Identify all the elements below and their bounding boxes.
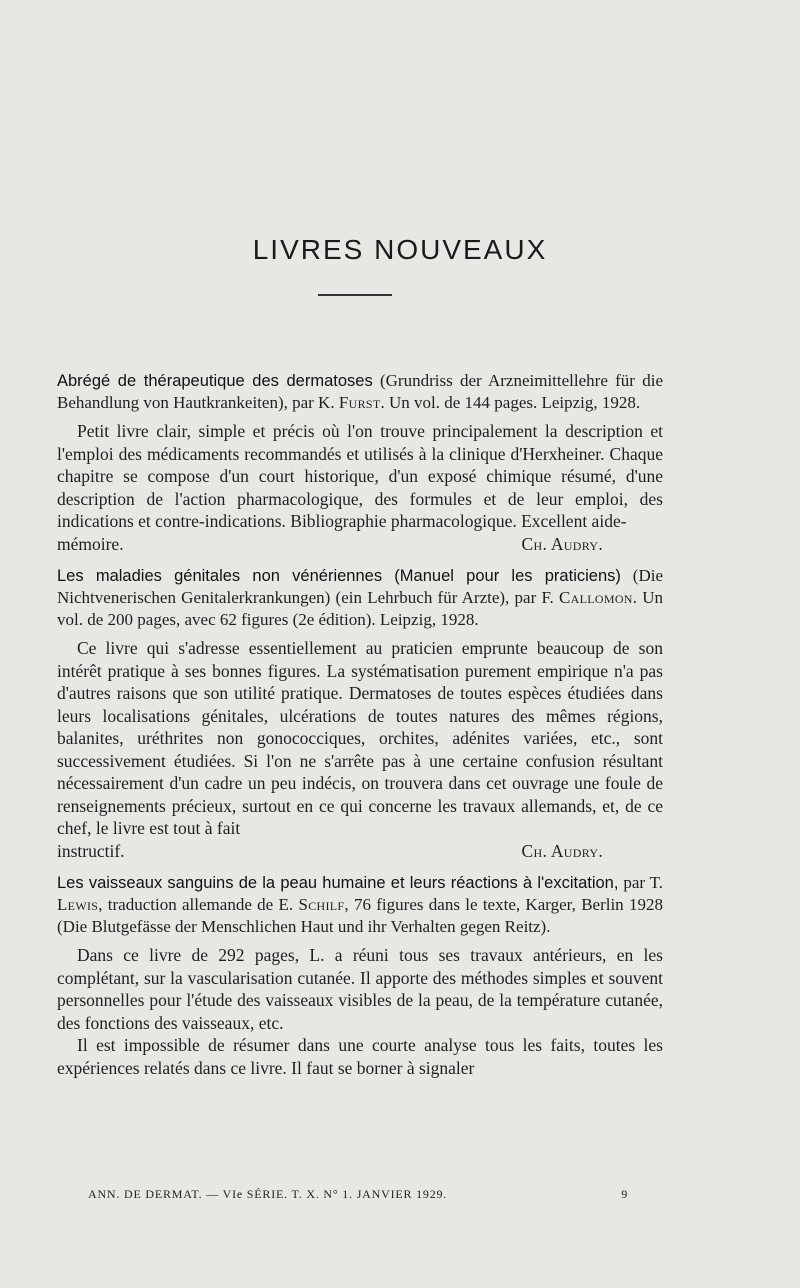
title-rule [318, 294, 392, 296]
review-entry [57, 872, 663, 1079]
review-signature: Ch. Audry. [521, 840, 603, 861]
review-body [57, 637, 663, 840]
book-translator: Schilf [298, 895, 345, 914]
review-body [57, 944, 663, 1034]
book-details: (Die Nichtvenerischen Genitalerkrankungen) (ein Lehrbuch für Arzte), par F. [57, 566, 663, 607]
book-author: Callomon [559, 588, 633, 607]
review-body [57, 1034, 663, 1079]
book-author: Lewis [57, 895, 99, 914]
page-footer [88, 1187, 628, 1202]
review-text: Il est impossible de résumer dans une courte analyse tous les faits, toutes les expériences relatés dans ce livre. Il faut se borner à signaler [57, 1035, 663, 1078]
book-details: par T. [618, 873, 663, 892]
book-title: Abrégé de thérapeutique des dermatoses [57, 372, 373, 390]
book-details: (Grundriss der Arzneimittellehre für die Behandlung von Hautkrankeiten), par K. [57, 371, 664, 412]
book-details-tail: . Un vol. de 200 pages, avec 62 figures (2e édition). Leipzig, 1928. [57, 588, 663, 629]
book-title: Les vaisseaux sanguins de la peau humaine et leurs réactions à l'excitation, [57, 874, 619, 892]
book-details-tail: , 76 figures dans le texte, Karger, Berlin 1928 (Die Blutgefässe der Menschlichen Haut und ihr Verhalten gegen Reitz). [57, 895, 663, 936]
review-text-end: instructif. [57, 840, 125, 861]
book-details-mid: , traduction allemande de E. [98, 895, 299, 914]
review-heading [57, 565, 663, 631]
review-text: Petit livre clair, simple et précis où l'on trouve principalement la description et l'emploi des médicaments recommandés et utilisés à la clinique d'Herxheiner. Chaque chapitre se compose d'un court historique, d'un exposé chimique résumé, d'une description de l'action pharmacologique, des formules et de leur emploi, des indications et contre-indications. Bibliographie pharmacologique. Excellent aide- [57, 421, 663, 531]
page-number: 9 [621, 1187, 628, 1201]
review-text: Dans ce livre de 292 pages, L. a réuni tous ses travaux antérieurs, en les complétant, sur la vascularisation cutanée. Il apporte des méthodes simples et souvent personnelles pour l'étude des vaisseaux visibles de la peau, de la température cutanée, des fonctions des vaisseaux, etc. [57, 945, 663, 1033]
review-signature-line [57, 533, 663, 556]
review-heading [57, 370, 663, 414]
review-text-end: mémoire. [57, 533, 124, 554]
review-heading [57, 872, 663, 938]
journal-citation: ANN. DE DERMAT. — VIe SÉRIE. T. X. N° 1. JANVIER 1929. [88, 1187, 448, 1201]
book-author: Furst [338, 393, 381, 412]
page-title: LIVRES NOUVEAUX [252, 234, 548, 265]
book-details-tail: . Un vol. de 144 pages. Leipzig, 1928. [380, 393, 641, 412]
review-text: Ce livre qui s'adresse essentiellement au praticien emprunte beaucoup de son intérêt pratique à ses bonnes figures. La systématisation purement empirique n'a pas d'autres raisons que son utilité pratique. Dermatoses de toutes espèces étudiées dans leurs localisations génitales, ulcérations de toutes natures des mêmes régions, balanites, uréthrites non gonococciques, orchites, adénites variées, etc., sont successivement étudiées. Si l'on ne s'arrête pas à une certaine confusion résultant nécessairement d'un cadre un peu indécis, on trouvera dans cet ouvrage une foule de renseignements précieux, surtout en ce qui concerne les travaux allemands, et, de ce chef, le livre est tout à fait [57, 638, 663, 838]
review-signature-line [57, 840, 663, 863]
review-body [57, 420, 663, 533]
review-entry [57, 565, 663, 862]
review-signature: Ch. Audry. [521, 533, 603, 554]
book-title: Les maladies génitales non vénériennes (Manuel pour les praticiens) [57, 567, 621, 585]
review-entry [57, 370, 663, 555]
review-list [57, 370, 663, 1089]
